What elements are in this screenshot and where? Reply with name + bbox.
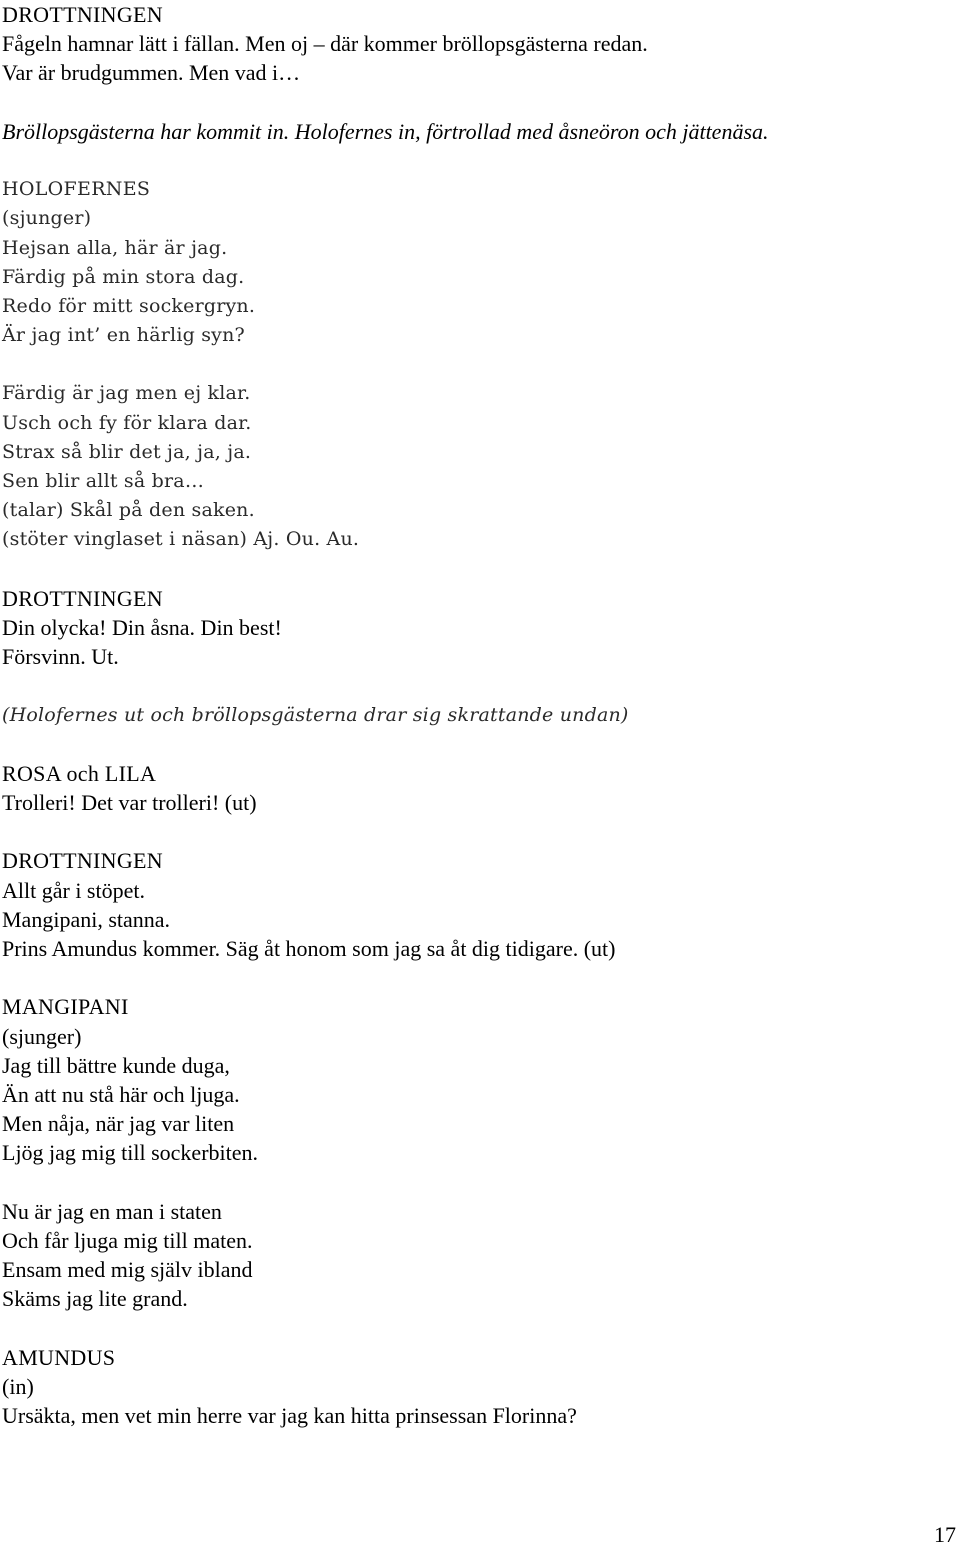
speaker-name: AMUNDUS	[2, 1344, 116, 1370]
speaker-name: MANGIPANI	[2, 994, 129, 1020]
speaker-name: DROTTNINGEN	[2, 585, 163, 611]
verse-line: (talar) Skål på den saken.	[2, 499, 255, 522]
verse-line: Färdig på min stora dag.	[2, 265, 245, 288]
dialogue-line: Ursäkta, men vet min herre var jag kan hitta prinsessan Florinna?	[2, 1403, 577, 1428]
verse-line: Ljög jag mig till sockerbiten.	[2, 1140, 259, 1166]
verse-line: Skäms jag lite grand.	[2, 1286, 188, 1312]
parenthetical: (sjunger)	[2, 1023, 82, 1049]
verse-line: Jag till bättre kunde duga,	[2, 1052, 230, 1078]
dialogue-line: Försvinn. Ut.	[2, 644, 119, 670]
script-page	[2, 0, 942, 1430]
verse-line: Nu är jag en man i staten	[2, 1198, 222, 1224]
verse-line: Och får ljuga mig till maten.	[2, 1227, 253, 1253]
verse-line: Ensam med mig själv ibland	[2, 1257, 253, 1283]
verse-line: Är jag int’ en härlig syn?	[2, 324, 245, 347]
dialogue-line: Prins Amundus kommer. Säg åt honom som jag sa åt dig tidigare. (ut)	[2, 936, 616, 961]
speaker-name: DROTTNINGEN	[2, 2, 163, 27]
verse-line: Strax så blir det ja, ja, ja.	[2, 440, 252, 463]
dialogue-line: Trolleri! Det var trolleri! (ut)	[2, 790, 257, 816]
parenthetical: (sjunger)	[2, 207, 92, 230]
verse-line: (stöter vinglaset i näsan) Aj. Ou. Au.	[2, 528, 360, 551]
stage-direction: (Holofernes ut och bröllopsgästerna drar sig skrattande undan)	[2, 703, 629, 726]
dialogue-line: Din olycka! Din åsna. Din best!	[2, 614, 282, 640]
dialogue-line: Var är brudgummen. Men vad i…	[2, 60, 301, 86]
dialogue-line: Fågeln hamnar lätt i fällan. Men oj – där kommer bröllopsgästerna redan.	[2, 31, 648, 57]
verse-line: Redo för mitt sockergryn.	[2, 294, 256, 317]
verse-line: Än att nu stå här och ljuga.	[2, 1081, 240, 1107]
speaker-name: HOLOFERNES	[2, 178, 151, 201]
speaker-name: DROTTNINGEN	[2, 848, 163, 874]
verse-line: Men nåja, när jag var liten	[2, 1111, 235, 1137]
page-number: 17	[934, 1522, 956, 1547]
verse-line: Sen blir allt så bra…	[2, 470, 205, 492]
stage-direction: Bröllopsgästerna har kommit in. Holofernes in, förtrollad med åsneöron och jättenäsa.	[2, 118, 769, 144]
verse-line: Färdig är jag men ej klar.	[2, 382, 251, 405]
parenthetical: (in)	[2, 1373, 34, 1399]
dialogue-line: Allt går i stöpet.	[2, 877, 145, 903]
speaker-name: ROSA och LILA	[2, 760, 157, 786]
verse-line: Usch och fy för klara dar.	[2, 411, 252, 434]
verse-line: Hejsan alla, här är jag.	[2, 236, 228, 259]
dialogue-line: Mangipani, stanna.	[2, 906, 171, 932]
